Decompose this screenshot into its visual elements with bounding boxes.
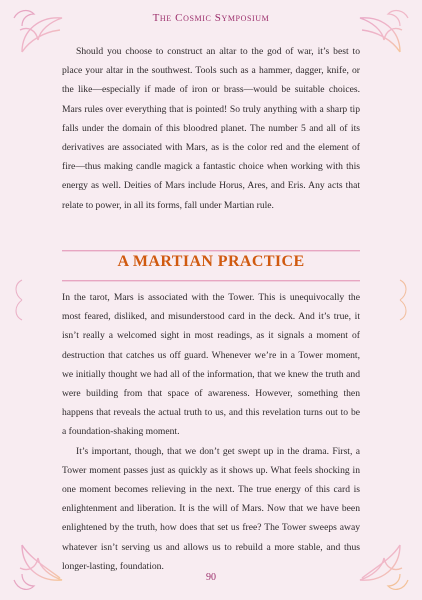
section-rule-top	[62, 250, 360, 252]
page-number: 90	[206, 572, 216, 583]
paragraph-tower: In the tarot, Mars is associated with the Tower. This is unequivocally the most feared, disliked, and misunderstood card in the deck. And it’s true, it isn’t really a welcomed sight in most readings, as it signals a moment of destruction that catches us off guard. Whenever we’re in a Tower moment, we initially thought we had all of the information, that we knew the truth and were building from that space of awareness. However, something then happens that reveals the actual truth to us, and this revelation turns out to be a foundation-shaking moment.	[62, 292, 360, 438]
body-text-block-2	[62, 288, 360, 576]
section-heading: A MARTIAN PRACTICE	[117, 253, 305, 270]
paragraph-altar: Should you choose to construct an altar to the god of war, it’s best to place your altar in the southwest. Tools such as a hammer, dagger, knife, or the like—especially if made of iron or brass—would be suitable choices. Mars rules over everything that is pointed! So truly anything with a sharp tip falls under the domain of this bloodred planet. The number 5 and all of its derivatives are associated with Mars, as is the color red and the element of fire—thus making candle magick a fantastic choice when working with this energy as well. Deities of Mars include Horus, Ares, and Eris. Any acts that relate to power, in all its forms, fall under Martian rule.	[62, 46, 360, 211]
paragraph-important: It’s important, though, that we don’t get swept up in the drama. First, a Tower moment passes just as quickly as it shows up. What feels shocking in one moment becomes relieving in the next. The true energy of this card is enlightenment and liberation. It is the will of Mars. Now that we have been enlightened by the truth, how does that set us free? The Tower sweeps away whatever isn’t serving us and allows us to rebuild a more stable, and thus longer-lasting, foundation.	[62, 445, 360, 572]
running-head: The Cosmic Symposium	[152, 12, 270, 24]
body-text-block-1	[62, 42, 360, 215]
section-rule-bottom	[62, 280, 360, 282]
